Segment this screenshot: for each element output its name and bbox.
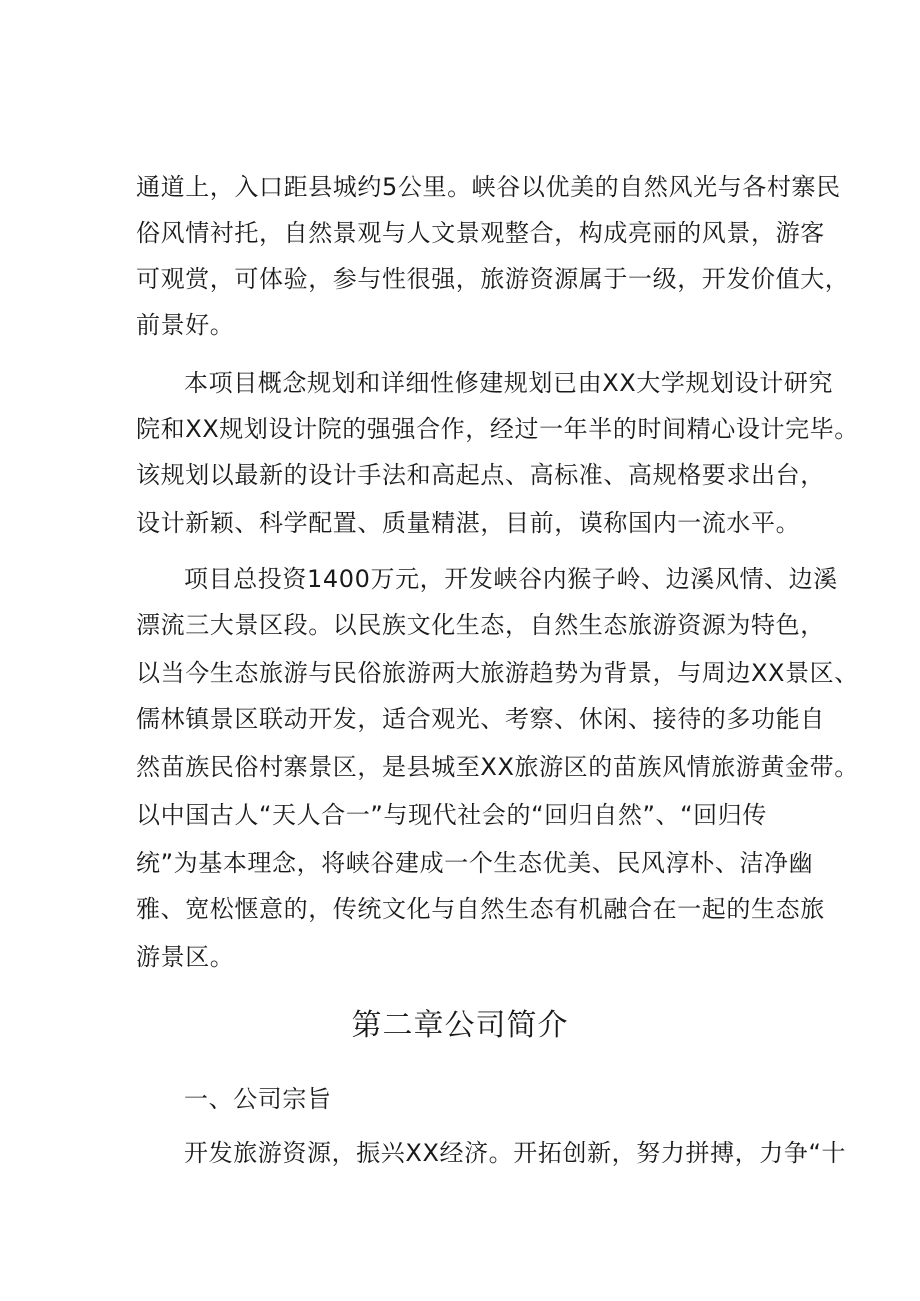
section-title: 一、公司宗旨 — [184, 1085, 332, 1113]
text-line: 雅、宽松惬意的，传统文化与自然生态有机融合在一起的生态旅 — [136, 895, 825, 923]
text-line: 统”为基本理念，将峡谷建成一个生态优美、民风淳朴、洁净幽 — [136, 849, 814, 877]
text-line: 院和XX规划设计院的强强合作，经过一年半的时间精心设计完毕。 — [136, 415, 859, 443]
text-line: 通道上，入口距县城约5公里。峡谷以优美的自然风光与各村寨民 — [136, 173, 841, 201]
text-line: 可观赏，可体验，参与性很强，旅游资源属于一级，开发价值大， — [136, 265, 850, 293]
chapter-title: 第二章公司简介 — [351, 1008, 569, 1043]
text-line: 设计新颖、科学配置、质量精湛，目前，谟称国内一流水平。 — [136, 509, 801, 537]
text-line: 项目总投资1400万元，开发峡谷内猴子岭、边溪风情、边溪 — [184, 565, 838, 593]
text-line: 以当今生态旅游与民俗旅游两大旅游趋势为背景，与周边XX景区、 — [136, 659, 859, 687]
text-line: 以中国古人“天人合一”与现代社会的“回归自然”、“回归传 — [136, 801, 767, 829]
text-line: 然苗族民俗村寨景区，是县城至XX旅游区的苗族风情旅游黄金带。 — [136, 753, 859, 781]
text-line: 开发旅游资源，振兴XX经济。开拓创新，努力拼搏，力争“十 — [184, 1139, 847, 1167]
text-line: 游景区。 — [136, 943, 235, 971]
text-line: 前景好。 — [136, 311, 235, 339]
text-line: 漂流三大景区段。以民族文化生态，自然生态旅游资源为特色， — [136, 611, 825, 639]
text-line: 俗风情衬托，自然景观与人文景观整合，构成亮丽的风景，游客 — [136, 219, 825, 247]
text-line: 儒林镇景区联动开发，适合观光、考察、休闲、接待的多功能自 — [136, 705, 825, 733]
text-line: 该规划以最新的设计手法和高起点、高标准、高规格要求出台， — [136, 461, 825, 489]
text-line: 本项目概念规划和详细性修建规划已由XX大学规划设计研究 — [184, 369, 834, 397]
